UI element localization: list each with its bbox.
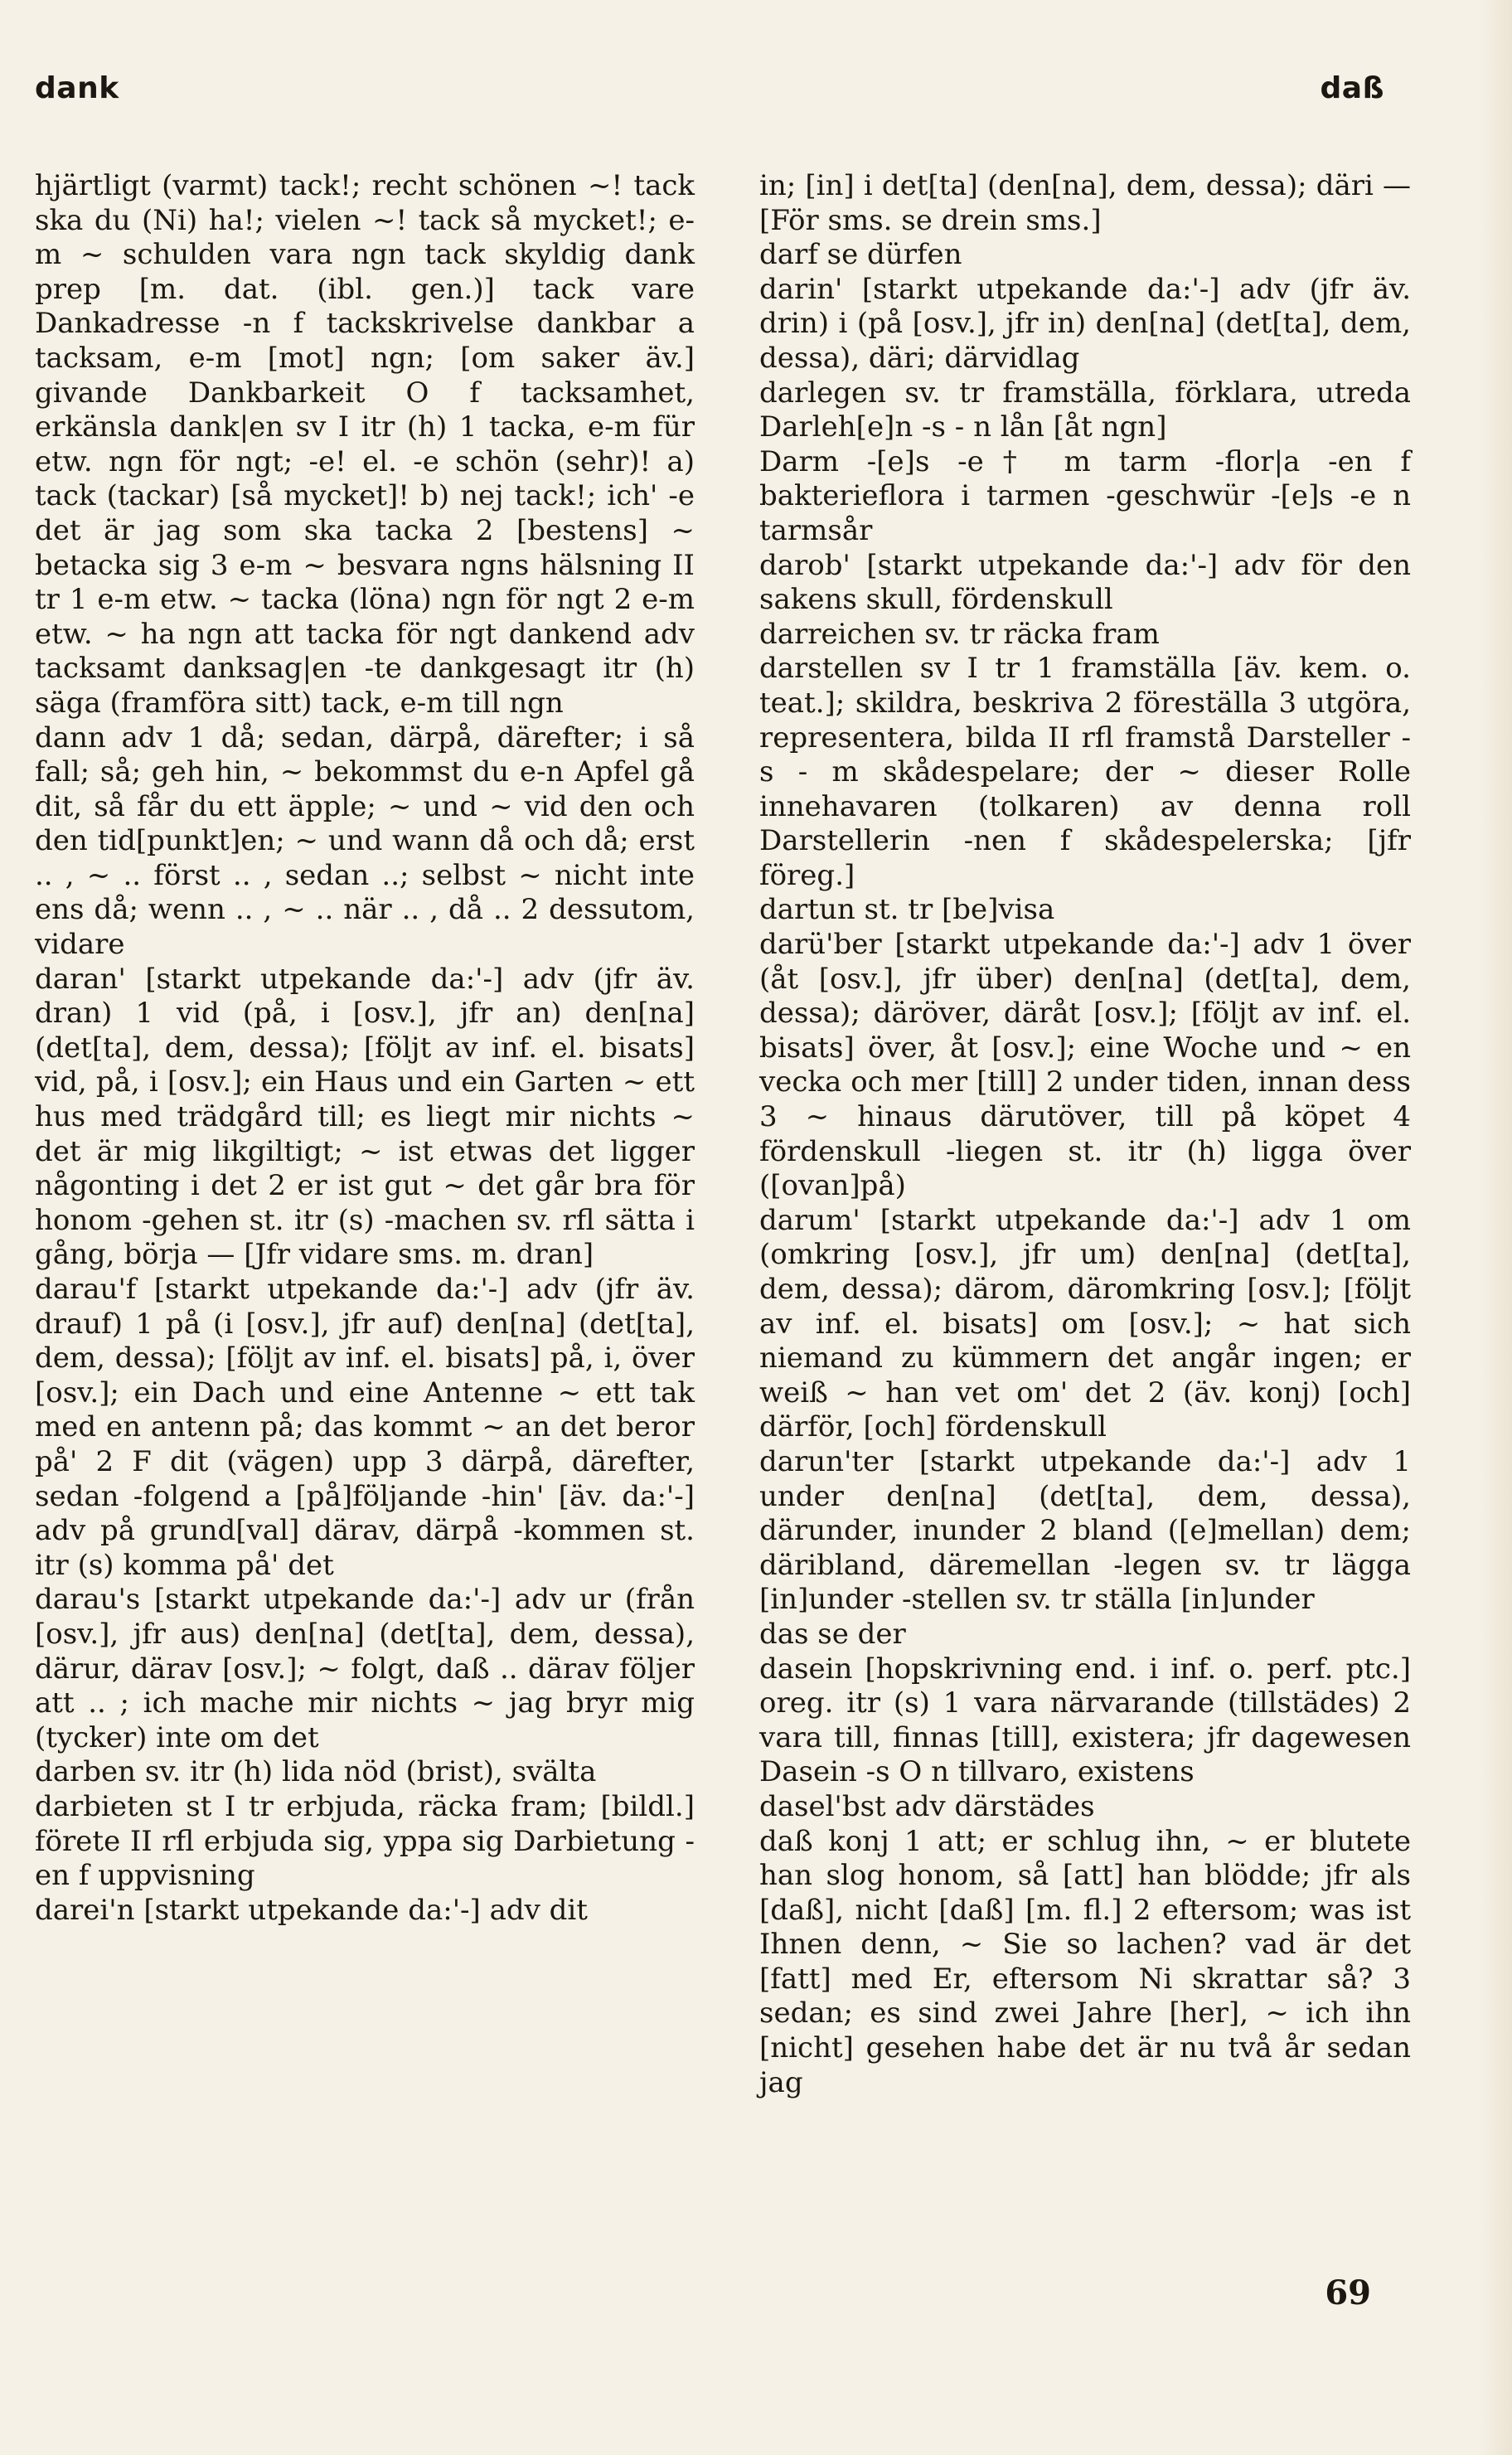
entry-darbieten: darbieten st I tr erbjuda, räcka fram; [bildl.] förete II rfl erbjuda sig, yppa sig Darbietung -en f uppvisning	[35, 1789, 695, 1893]
entry-darum: darum' [starkt utpekande da:'-] adv 1 om (omkring [osv.], jfr um) den[na] (det[ta], dem, dessa); därom, däromkring [osv.]; [följt av inf. el. bisats] om [osv.]; ~ hat sich niemand zu kümmern det angår ingen; er weiß ~ han vet om' det 2 (äv. konj) [och] därför, [och] fördenskull	[759, 1203, 1411, 1444]
entry-darueber: darü'ber [starkt utpekande da:'-] adv 1 över (åt [osv.], jfr über) den[na] (det[ta], dem, dessa); däröver, däråt [osv.]; [följt av inf. el. bisats] över, åt [osv.]; eine Woche und ~ en vecka och mer [till] 2 under tiden, innan dess 3 ~ hinaus därutöver, till på köpet 4 fördenskull -liegen st. itr (h) ligga över ([ovan]på)	[759, 928, 1411, 1203]
entry-dank: hjärtligt (varmt) tack!; recht schönen ~! tack ska du (Ni) ha!; vielen ~! tack så mycket!; e-m ~ schulden vara ngn tack skyldig dank prep [m. dat. (ibl. gen.)] tack vare Dankadresse -n f tackskrivelse dankbar a tacksam, e-m [mot] ngn; [om saker äv.] givande Dankbarkeit O f tacksamhet, erkänsla dank|en sv I itr (h) 1 tacka, e-m für etw. ngn för ngt; -e! el. -e schön (sehr)! a) tack (tackar) [så mycket]! b) nej tack!; ich' -e det är jag som ska tacka 2 [bestens] ~ betacka sig 3 e-m ~ besvara ngns hälsning II tr 1 e-m etw. ~ tacka (löna) ngn för ngt 2 e-m etw. ~ ha ngn att tacka för ngt dankend adv tacksamt danksag|en -te dankgesagt itr (h) säga (framföra sitt) tack, e-m till ngn	[35, 169, 695, 720]
entry-darf: darf se dürfen	[759, 238, 962, 272]
entry-darein: darei'n [starkt utpekande da:'-] adv dit	[35, 1893, 588, 1927]
entry-dann: dann adv 1 då; sedan, därpå, därefter; i så fall; så; geh hin, ~ bekommst du e-n Apfel gå dit, så får du ett äpple; ~ und ~ vid den och den tid[punkt]en; ~ und wann då och då; erst .. , ~ .. först .. , sedan ..; selbst ~ nicht inte ens då; wenn .. , ~ .. när .. , då .. 2 dessutom, vidare	[35, 720, 695, 962]
entry-das: das se der	[759, 1617, 906, 1651]
entry-daran: daran' [starkt utpekande da:'-] adv (jfr äv. dran) 1 vid (på, i [osv.], jfr an) den[na] (det[ta], dem, dessa); [följt av inf. el. bisats] vid, på, i [osv.]; ein Haus und ein Garten ~ ett hus med trädgård till; es liegt mir nichts ~ det är mig likgiltigt; ~ ist etwas det ligger någonting i det 2 er ist gut ~ det går bra för honom -gehen st. itr (s) -machen sv. rfl sätta i gång, börja — [Jfr vidare sms. m. dran]	[35, 962, 695, 1272]
page-edge-shadow	[1479, 0, 1512, 2455]
entry-dartun: dartun st. tr [be]visa	[759, 893, 1055, 927]
right-column	[759, 169, 1411, 2100]
entry-darein-cont: in; [in] i det[ta] (den[na], dem, dessa); däri — [För sms. se drein sms.]	[759, 169, 1411, 237]
entry-daselbst: dasel'bst adv därstädes	[759, 1789, 1095, 1823]
entry-dass: daß konj 1 att; er schlug ihn, ~ er blutete han slog honom, så [att] han blödde; jfr als [daß], nicht [daß] [m. fl.] 2 eftersom; was ist Ihnen denn, ~ Sie so lachen? vad är det [fatt] med Er, eftersom Ni skrattar så? 3 sedan; es sind zwei Jahre [her], ~ ich ihn [nicht] gesehen habe det är nu två år sedan jag	[759, 1824, 1411, 2099]
entry-darstellen: darstellen sv I tr 1 framställa [äv. kem. o. teat.]; skildra, beskriva 2 föreställa 3 utgöra, representera, bilda II rfl framstå Darsteller -s - m skådespelare; der ~ dieser Rolle innehavaren (tolkaren) av denna roll Darstellerin -nen f skådespelerska; [jfr föreg.]	[759, 652, 1411, 892]
entry-darunter: darun'ter [starkt utpekande da:'-] adv 1 under den[na] (det[ta], dem, dessa), därunder, inunder 2 bland ([e]mellan) dem; däribland, däremellan -legen sv. tr lägga [in]under -stellen sv. tr ställa [in]under	[759, 1444, 1411, 1617]
entry-daraus: darau's [starkt utpekande da:'-] adv ur (från [osv.], jfr aus) den[na] (det[ta], dem, dessa), därur, därav [osv.]; ~ folgt, daß .. därav följer att .. ; ich mache mir nichts ~ jag bryr mig (tycker) inte om det	[35, 1583, 695, 1754]
left-column	[35, 169, 695, 1928]
entry-darm: Darm -[e]s -e† m tarm -flor|a -en f bakterieflora i tarmen -geschwür -[e]s -e n tarmsår	[759, 444, 1411, 547]
right-guide-word: daß	[1320, 71, 1384, 105]
entry-dasein: dasein [hopskrivning end. i inf. o. perf. ptc.] oreg. itr (s) 1 vara närvarande (tillstädes) 2 vara till, finnas [till], existera; jfr dagewesen Dasein -s O n tillvaro, existens	[759, 1652, 1411, 1789]
page-number: 69	[1325, 2273, 1371, 2312]
left-guide-word: dank	[35, 71, 119, 105]
entry-darreichen: darreichen sv. tr räcka fram	[759, 617, 1160, 651]
entry-darob: darob' [starkt utpekande da:'-] adv för den sakens skull, fördenskull	[759, 548, 1411, 617]
entry-darauf: darau'f [starkt utpekande da:'-] adv (jfr äv. drauf) 1 på (i [osv.], jfr auf) den[na] (det[ta], dem, dessa); [följt av inf. el. bisats] på, i, över [osv.]; ein Dach und eine Antenne ~ ett tak med en antenn på; das kommt ~ an det beror på' 2 F dit (vägen) upp 3 därpå, därefter, sedan -folgend a [på]följande -hin' [äv. da:'-] adv på grund[val] därav, därpå -kommen st. itr (s) komma på' det	[35, 1273, 695, 1582]
entry-darlegen: darlegen sv. tr framställa, förklara, utreda Darleh[e]n -s - n lån [åt ngn]	[759, 376, 1411, 444]
entry-darben: darben sv. itr (h) lida nöd (brist), svälta	[35, 1755, 597, 1789]
entry-darin: darin' [starkt utpekande da:'-] adv (jfr äv. drin) i (på [osv.], jfr in) den[na] (det[ta], dem, dessa), däri; därvidlag	[759, 272, 1411, 375]
